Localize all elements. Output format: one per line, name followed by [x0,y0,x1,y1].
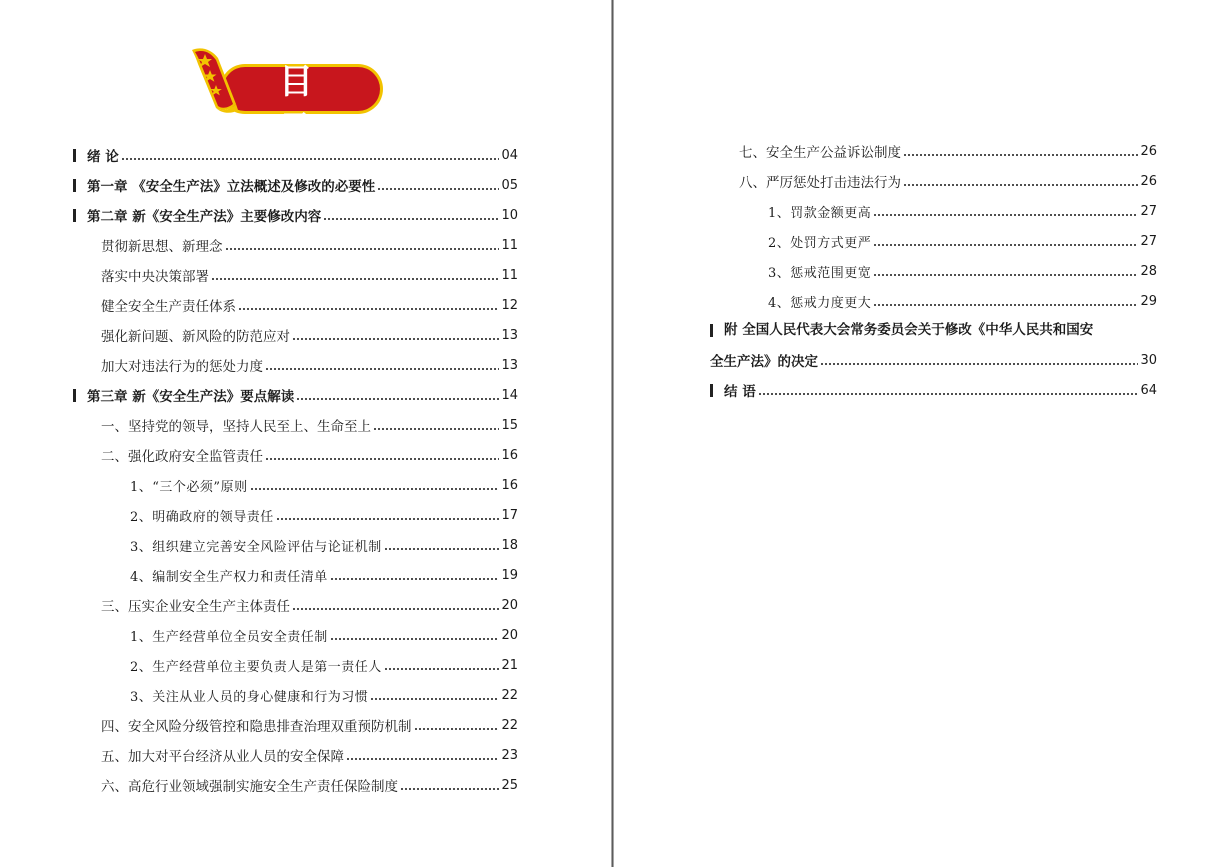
toc-page-number: 30 [1140,352,1157,368]
toc-page-number: 22 [501,717,518,733]
bar-marker [73,209,76,222]
toc-label: 落实中央决策部署 [101,269,209,285]
toc-page-number: 14 [501,387,518,403]
toc-entry[interactable] [768,230,1157,252]
toc-entry[interactable] [130,534,518,556]
toc-label: 绪 论 [87,149,119,165]
toc-label: 第二章 新《安全生产法》主要修改内容 [87,209,322,225]
toc-page-number: 12 [501,297,518,313]
toc-entry[interactable] [101,714,518,736]
toc-page-number: 28 [1140,263,1157,279]
dot-leader [873,244,1138,246]
dot-leader [276,518,500,520]
toc-label: 强化新问题、新风险的防范应对 [101,329,290,345]
toc-label: 2、处罚方式更严 [768,235,872,251]
toc-entry[interactable] [768,260,1157,282]
dot-leader [121,158,500,160]
toc-label: 4、编制安全生产权力和责任清单 [130,569,328,585]
toc-label: 3、关注从业人员的身心健康和行为习惯 [130,689,369,705]
toc-label: 结 语 [724,384,756,400]
toc-label: 四、安全风险分级管控和隐患排查治理双重预防机制 [101,719,412,735]
toc-label: 4、惩戒力度更大 [768,295,872,311]
dot-leader [377,188,499,190]
dot-leader [414,728,500,730]
dot-leader [265,368,499,370]
toc-page-number: 11 [501,237,518,253]
toc-label: 1、生产经营单位全员安全责任制 [130,629,328,645]
toc-label: 健全安全生产责任体系 [101,299,236,315]
toc-page-number: 64 [1140,382,1157,398]
bar-marker [710,384,713,397]
toc-page-number: 29 [1140,293,1157,309]
toc-page-number: 22 [501,687,518,703]
toc-page-number: 16 [501,477,518,493]
dot-leader [903,184,1138,186]
toc-page-number: 17 [501,507,518,523]
toc-page-number: 26 [1140,143,1157,159]
dot-leader [370,698,499,700]
toc-appendix-line1[interactable] [710,319,1093,341]
toc-label: 3、惩戒范围更宽 [768,265,872,281]
dot-leader [820,363,1138,365]
dot-leader [225,248,500,250]
toc-label: 一、坚持党的领导，坚持人民至上、生命至上 [101,419,371,435]
toc-entry[interactable] [739,170,1157,192]
toc-entry[interactable] [101,744,518,766]
toc-page-number: 15 [501,417,518,433]
dot-leader [873,304,1138,306]
dot-leader [384,668,500,670]
dot-leader [384,548,500,550]
dot-leader [903,154,1138,156]
toc-label: 八、严厉惩处打击违法行为 [739,175,901,191]
dot-leader [873,274,1138,276]
toc-entry[interactable] [101,414,518,436]
toc-entry[interactable] [101,444,518,466]
toc-label: 3、组织建立完善安全风险评估与论证机制 [130,539,382,555]
toc-entry[interactable] [130,684,518,706]
toc-page-number: 21 [501,657,518,673]
toc-page-number: 19 [501,567,518,583]
toc-page-number: 20 [501,627,518,643]
toc-label: 贯彻新思想、新理念 [101,239,223,255]
toc-label: 2、生产经营单位主要负责人是第一责任人 [130,659,382,675]
toc-label: 三、压实企业安全生产主体责任 [101,599,290,615]
toc-page-number: 25 [501,777,518,793]
toc-entry[interactable] [101,264,518,286]
dot-leader [296,398,499,400]
dot-leader [265,458,499,460]
toc-entry[interactable] [101,774,518,796]
dot-leader [373,428,499,430]
toc-label: 七、安全生产公益诉讼制度 [739,145,901,161]
dot-leader [238,308,499,310]
dot-leader [330,638,500,640]
toc-entry[interactable] [73,204,518,226]
dot-leader [292,608,499,610]
toc-label: 二、强化政府安全监管责任 [101,449,263,465]
toc-entry[interactable] [73,144,518,166]
right-page [614,0,1225,867]
toc-page-number: 13 [501,327,518,343]
toc-entry[interactable] [101,234,518,256]
toc-entry[interactable] [768,200,1157,222]
toc-entry[interactable] [101,324,518,346]
toc-page-number: 26 [1140,173,1157,189]
toc-entry[interactable] [739,140,1157,162]
toc-label: 五、加大对平台经济从业人员的安全保障 [101,749,344,765]
dot-leader [873,214,1138,216]
toc-entry[interactable] [768,290,1157,312]
dot-leader [758,393,1139,395]
toc-entry[interactable] [130,624,518,646]
toc-page-number: 11 [501,267,518,283]
dot-leader [323,218,499,220]
toc-page-number: 13 [501,357,518,373]
toc-entry[interactable] [73,174,518,196]
toc-appendix-text: 附 全国人民代表大会常务委员会关于修改《中华人民共和国安 [724,322,1094,338]
toc-entry[interactable] [73,384,518,406]
bar-marker [73,389,76,402]
toc-page-number: 27 [1140,203,1157,219]
toc-entry[interactable] [130,564,518,586]
dot-leader [346,758,499,760]
toc-label: 全生产法》的决定 [710,354,818,370]
toc-page-number: 20 [501,597,518,613]
toc-label: 六、高危行业领域强制实施安全生产责任保险制度 [101,779,398,795]
dot-leader [292,338,499,340]
toc-entry[interactable] [101,594,518,616]
toc-page-number: 10 [501,207,518,223]
toc-entry[interactable] [130,474,518,496]
toc-page-number: 23 [501,747,518,763]
bar-marker [710,324,713,337]
toc-appendix-line2[interactable] [710,349,1157,371]
toc-label: 1、“三个必须”原则 [130,479,248,495]
dot-leader [330,578,500,580]
toc-page-number: 27 [1140,233,1157,249]
toc-entry[interactable] [101,354,518,376]
bar-marker [73,149,76,162]
dot-leader [211,278,499,280]
toc-entry[interactable] [101,294,518,316]
toc-label: 加大对违法行为的惩处力度 [101,359,263,375]
title-banner [188,44,388,150]
toc-entry[interactable] [130,654,518,676]
toc-page-number: 04 [501,147,518,163]
toc-entry[interactable] [130,504,518,526]
toc-label: 1、罚款金额更高 [768,205,872,221]
toc-page-number: 05 [501,177,518,193]
toc-closing[interactable] [710,379,1157,401]
page-title: 目 录 [279,62,341,150]
dot-leader [250,488,500,490]
toc-page-number: 18 [501,537,518,553]
toc-label: 2、明确政府的领导责任 [130,509,274,525]
toc-label: 第一章 《安全生产法》立法概述及修改的必要性 [87,179,376,195]
bar-marker [73,179,76,192]
dot-leader [400,788,499,790]
toc-page-number: 16 [501,447,518,463]
left-page [0,0,612,867]
toc-label: 第三章 新《安全生产法》要点解读 [87,389,295,405]
